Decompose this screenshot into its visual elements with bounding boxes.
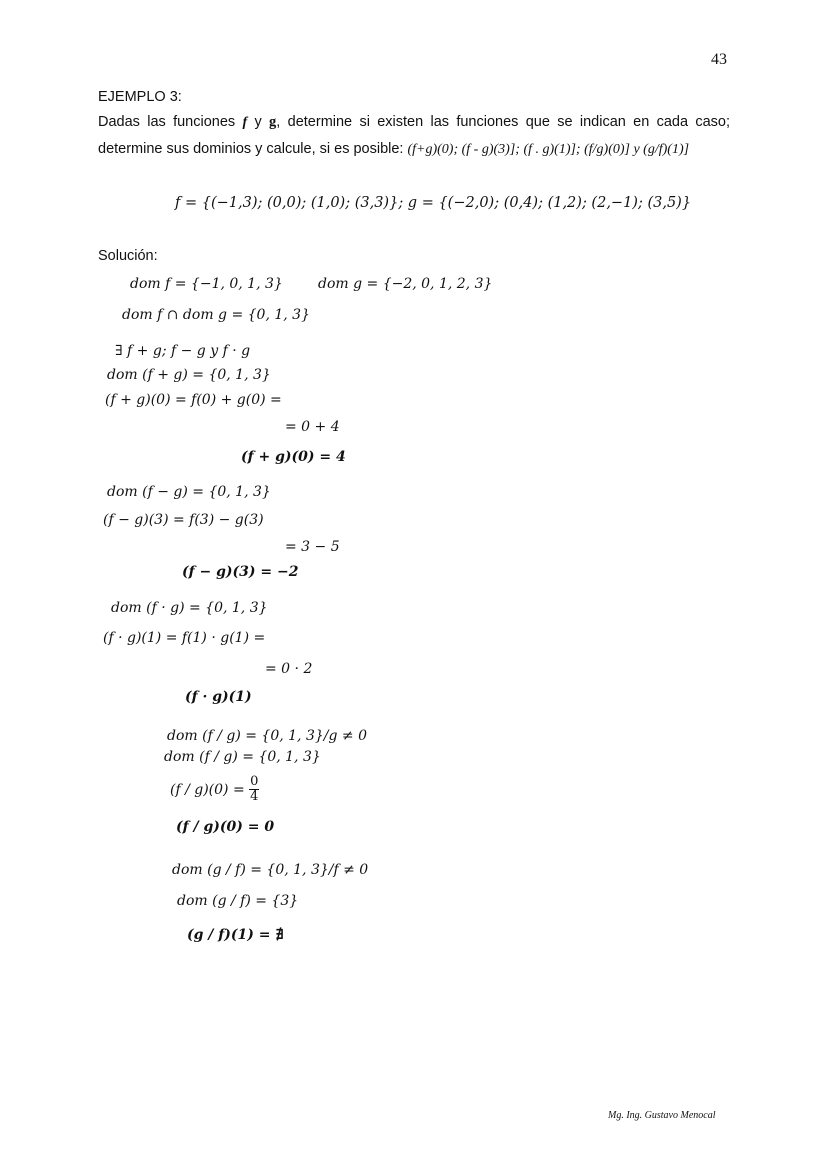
product-evaluation: (f · g)(1) = f(1) · g(1) =	[103, 630, 266, 646]
statement-text: , determine si existen las funciones que se indican en cada caso; determine sus dominios y calcule, si es posible:	[98, 114, 731, 157]
statement-text: Dadas las funciones	[98, 114, 243, 130]
quotient-gf-result: (g / f)(1) = ∄	[187, 927, 285, 943]
problem-statement	[98, 109, 730, 163]
dom-sum: dom (f + g) = {0, 1, 3}	[107, 367, 271, 383]
fraction	[249, 775, 259, 805]
dom-g: dom g = {−2, 0, 1, 2, 3}	[318, 276, 493, 292]
sum-result: (f + g)(0) = 4	[241, 449, 346, 465]
example-title: EJEMPLO 3:	[98, 89, 182, 105]
page-number: 43	[711, 51, 727, 68]
function-f: f	[242, 115, 248, 130]
numerator: 0	[250, 774, 259, 789]
dom-product: dom (f · g) = {0, 1, 3}	[111, 600, 268, 616]
dom-quotient-fg: dom (f / g) = {0, 1, 3}	[164, 749, 321, 765]
sum-evaluation: (f + g)(0) = f(0) + g(0) =	[105, 392, 282, 408]
quotient-fg-evaluation	[170, 775, 259, 805]
dom-intersection: dom f ∩ dom g = {0, 1, 3}	[122, 307, 310, 323]
difference-step: = 3 − 5	[285, 539, 340, 555]
quotient-lhs: (f / g)(0) =	[170, 781, 245, 798]
exists-statement: ∃ f + g; f − g y f · g	[115, 343, 251, 359]
footer-author: Mg. Ing. Gustavo Menocal	[608, 1110, 716, 1121]
product-result: (f · g)(1)	[185, 689, 252, 705]
quotient-fg-result: (f / g)(0) = 0	[176, 819, 275, 835]
dom-quotient-fg-condition: dom (f / g) = {0, 1, 3}/g ≠ 0	[167, 728, 367, 744]
solution-label: Solución:	[98, 248, 158, 264]
difference-evaluation: (f − g)(3) = f(3) − g(3)	[103, 512, 264, 528]
dom-f: dom f = {−1, 0, 1, 3}	[130, 276, 283, 292]
sum-step: = 0 + 4	[285, 419, 340, 435]
requested-expressions: (f+g)(0); (f - g)(3)]; (f . g)(1)]; (f/g)(0)] y (g/f)(1)]	[407, 142, 690, 157]
dom-difference: dom (f − g) = {0, 1, 3}	[107, 484, 271, 500]
dom-quotient-gf-condition: dom (g / f) = {0, 1, 3}/f ≠ 0	[172, 862, 369, 878]
function-g: g	[269, 114, 277, 130]
function-definitions: f = {(−1,3); (0,0); (1,0); (3,3)}; g = {(−2,0); (0,4); (1,2); (2,−1); (3,5)}	[175, 195, 692, 211]
statement-text: y	[247, 114, 270, 130]
difference-result: (f − g)(3) = −2	[182, 564, 299, 580]
product-step: = 0 · 2	[265, 661, 313, 677]
dom-quotient-gf: dom (g / f) = {3}	[177, 893, 299, 909]
denominator: 4	[250, 789, 259, 805]
